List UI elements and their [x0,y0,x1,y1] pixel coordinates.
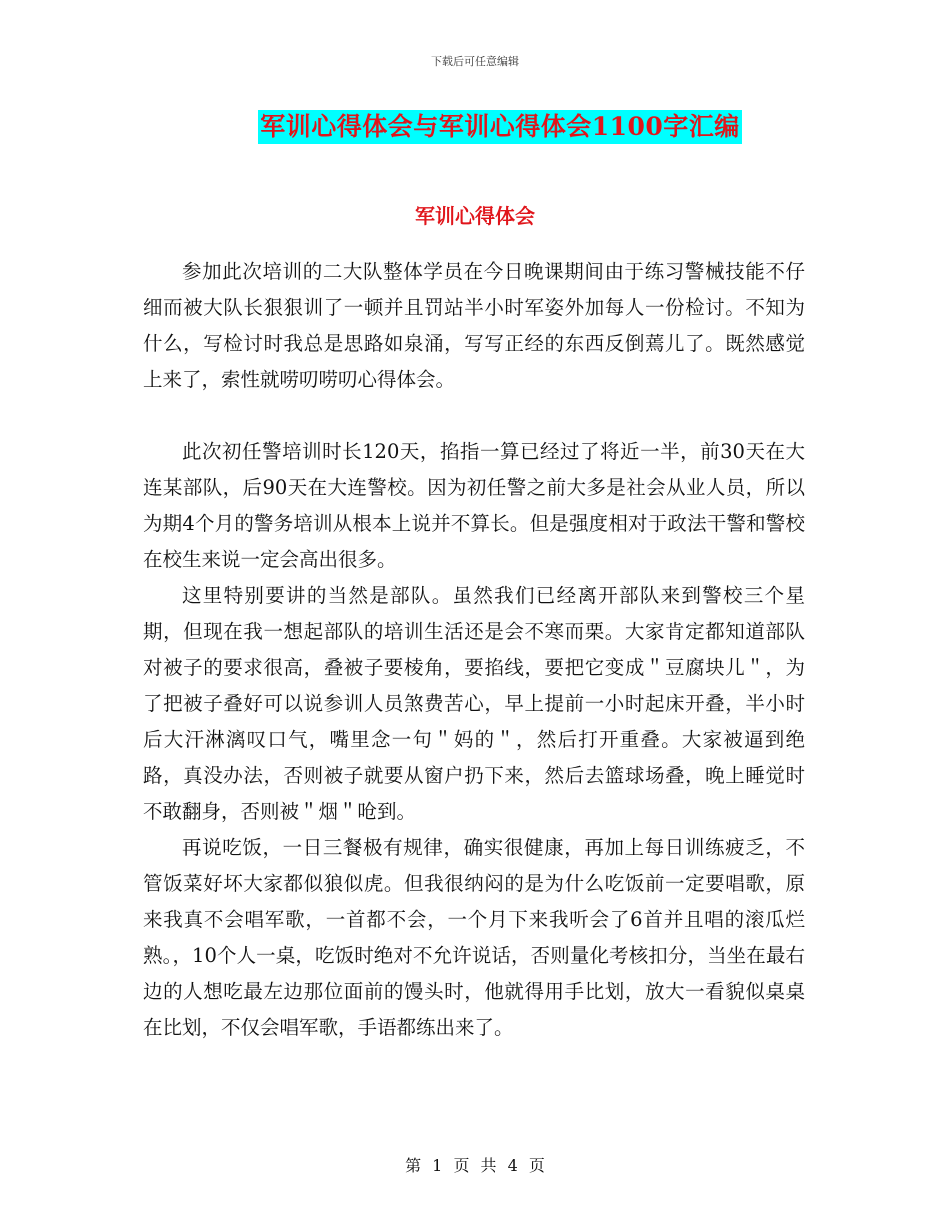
body-block-2 [143,434,805,1046]
page-number-footer: 第 1 页 共 4 页 [405,1156,545,1175]
paragraph-3: 这里特别要讲的当然是部队。虽然我们已经离开部队来到警校三个星期，但现在我一想起部队的培训生活还是会不寒而栗。大家肯定都知道部队对被子的要求很高，叠被子要棱角，要掐线，要把它变成＂豆腐块儿＂，为了把被子叠好可以说参训人员煞费苦心，早上提前一小时起床开叠，半小时后大汗淋漓叹口气，嘴里念一句＂妈的＂，然后打开重叠。大家被逼到绝路，真没办法，否则被子就要从窗户扔下来，然后去篮球场叠，晚上睡觉时不敢翻身，否则被＂烟＂呛到。 [143,584,805,823]
paragraph-1: 参加此次培训的二大队整体学员在今日晚课期间由于练习警械技能不仔细而被大队长狠狠训了一顿并且罚站半小时军姿外加每人一份检讨。不知为什么，写检讨时我总是思路如泉涌，写写正经的东西反倒蔫儿了。既然感觉上来了，索性就唠叨唠叨心得体会。 [143,260,805,391]
header-note: 下载后可任意编辑 [431,55,519,68]
main-title: 军训心得体会与军训心得体会1100字汇编 [258,110,742,144]
title-gap [143,218,805,254]
body-block-1 [143,218,805,398]
section-title: 军训心得体会 [415,204,535,228]
main-title-container [0,110,950,144]
paragraph-2: 此次初任警培训时长120天，掐指一算已经过了将近一半，前30天在大连某部队，后90天在大连警校。因为初任警之前大多是社会从业人员，所以为期4个月的警务培训从根本上说并不算长。但是强度相对于政法干警和警校在校生来说一定会高出很多。 [143,440,805,571]
paragraph-4: 再说吃饭，一日三餐极有规律，确实很健康，再加上每日训练疲乏，不管饭菜好坏大家都似狼似虎。但我很纳闷的是为什么吃饭前一定要唱歌，原来我真不会唱军歌，一首都不会，一个月下来我听会了6首并且唱的滚瓜烂熟。，10个人一桌，吃饭时绝对不允许说话，否则量化考核扣分，当坐在最右边的人想吃最左边那位面前的馒头时，他就得用手比划，放大一看貌似桌桌在比划，不仅会唱军歌，手语都练出来了。 [143,836,805,1039]
